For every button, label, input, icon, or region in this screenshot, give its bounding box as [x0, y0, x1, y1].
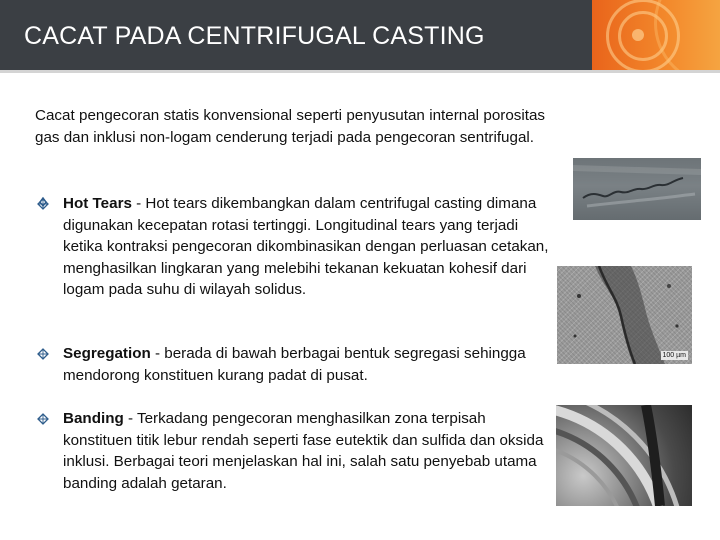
- slide-header: [0, 0, 720, 70]
- diamond-bullet-icon: [35, 409, 51, 429]
- bullet-body: - Hot tears dikembangkan dalam centrifugal casting dimana digunakan kecepatan rotasi tertinggi. Longitudinal tears yang terjadi ketika kontraksi pengecoran dikombinasikan dengan perluasan cetakan, menghasilkan lingkaran yang melebihi tekanan kekuatan kohesif dari logam pada suhu di wilayah solidus.: [63, 195, 549, 299]
- bullet-body: - berada di bawah berbagai bentuk segregasi sehingga mendorong konstituen kurang padat di pusat.: [63, 345, 526, 384]
- bullet-term: Banding: [63, 410, 124, 427]
- header-accent-decoration: [592, 0, 720, 70]
- banding-photo: [556, 405, 692, 506]
- hot-tear-photo: [573, 158, 701, 220]
- bullet-term: Hot Tears: [63, 195, 132, 212]
- header-divider: [0, 70, 720, 73]
- intro-paragraph: Cacat pengecoran statis konvensional seperti penyusutan internal porositas gas dan inklusi non-logam cenderung terjadi pada pengecoran sentrifugal.: [35, 107, 545, 146]
- slide-title: CACAT PADA CENTRIFUGAL CASTING: [24, 22, 485, 50]
- bullet-hot-tears: [35, 193, 555, 301]
- bullet-segregation: [35, 343, 555, 386]
- diamond-bullet-icon: [35, 194, 51, 214]
- bullet-body: - Terkadang pengecoran menghasilkan zona terpisah konstituen titik lebur rendah seperti fase eutektik dan sulfida dan oksida inklusi. Berbagai teori menjelaskan hal ini, salah satu penyebab utama banding adalah getaran.: [63, 410, 544, 492]
- bullet-term: Segregation: [63, 345, 151, 362]
- scale-bar-label: 100 µm: [662, 352, 686, 359]
- bullet-banding: [35, 408, 555, 494]
- segregation-micrograph: [557, 266, 692, 364]
- diamond-bullet-icon: [35, 344, 51, 364]
